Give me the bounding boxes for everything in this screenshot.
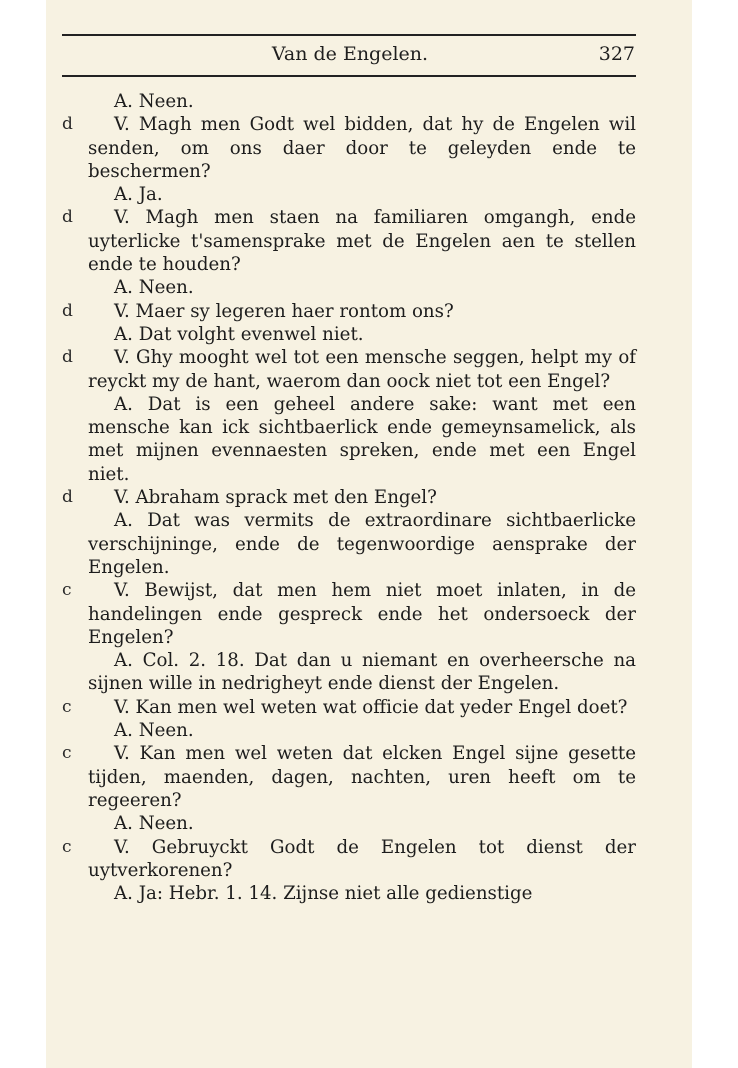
paragraph-text: V. Abraham sprack met den Engel? [114,487,437,509]
paragraph [88,276,636,299]
paragraph-text: V. Magh men Godt wel bidden, dat hy de Engelen wil senden, om ons daer door te geleyden ende te beschermen? [88,114,636,182]
paragraph [62,346,636,393]
paragraph [88,719,636,742]
margin-marker: d [62,347,73,368]
paragraph [88,183,636,206]
paragraph [62,113,636,183]
running-head: Van de Engelen. [271,43,429,65]
paragraph [88,882,636,905]
paragraph-text: A. Col. 2. 18. Dat dan u niemant en overheersche na sijnen wille in nedrigheyt ende dienst der Engelen. [88,650,636,695]
margin-marker: c [62,743,72,764]
paragraph [62,486,636,509]
margin-marker: d [62,207,73,228]
margin-marker: c [62,696,72,717]
margin-marker: d [62,487,73,508]
paragraph-text: A. Ja. [114,184,163,206]
header-rule-bottom [62,75,636,77]
margin-marker: c [62,836,72,857]
paragraph-text: V. Kan men wel weten dat elcken Engel sijne gesette tijden, maenden, dagen, nachten, uren heeft om te regeeren? [88,743,636,811]
paragraph [88,649,636,696]
paragraph-text: V. Bewijst, dat men hem niet moet inlaten, in de handelingen ende gespreck ende het ondersoeck der Engelen? [88,580,636,648]
paragraph-text: V. Ghy mooght wel tot een mensche seggen, helpt my of reyckt my de hant, waerom dan oock niet tot een Engel? [88,347,636,392]
paragraph-text: A. Neen. [114,277,194,299]
paragraph [62,206,636,276]
paragraph [88,393,636,486]
paragraph [62,836,636,883]
header-rule-top [62,34,636,36]
paragraph-text: A. Neen. [114,720,194,742]
paragraph [88,812,636,835]
body-text [62,90,636,905]
paragraph-text: A. Neen. [114,813,194,835]
paragraph [62,742,636,812]
paragraph [88,90,636,113]
paragraph-text: A. Dat was vermits de extraordinare sichtbaerlicke verschijninge, ende de tegenwoordige aensprake der Engelen. [88,510,636,578]
paragraph-text: V. Gebruyckt Godt de Engelen tot dienst der uytverkorenen? [88,836,636,881]
paragraph [62,696,636,719]
paragraph [88,323,636,346]
margin-marker: c [62,580,72,601]
paragraph [62,300,636,323]
paragraph-text: A. Ja: Hebr. 1. 14. Zijnse niet alle gedienstige [114,883,533,905]
paragraph [62,579,636,649]
margin-marker: d [62,300,73,321]
margin-marker: d [62,114,73,135]
paragraph-text: A. Dat volght evenwel niet. [114,323,364,345]
paragraph [88,509,636,579]
paragraph-text: V. Magh men staen na familiaren omgangh, ende uyterlicke t'samensprake met de Engelen aen te stellen ende te houden? [88,207,636,276]
page-number: 327 [598,43,635,65]
paragraph-text: V. Kan men wel weten wat officie dat yeder Engel doet? [114,696,628,718]
paragraph-text: V. Maer sy legeren haer rontom ons? [114,300,454,322]
paragraph-text: A. Dat is een geheel andere sake: want met een mensche kan ick sichtbaerlick ende gemeynsamelick, als met mijnen evennaesten spreken, ende met een Engel niet. [88,393,636,485]
paragraph-text: A. Neen. [114,91,194,112]
